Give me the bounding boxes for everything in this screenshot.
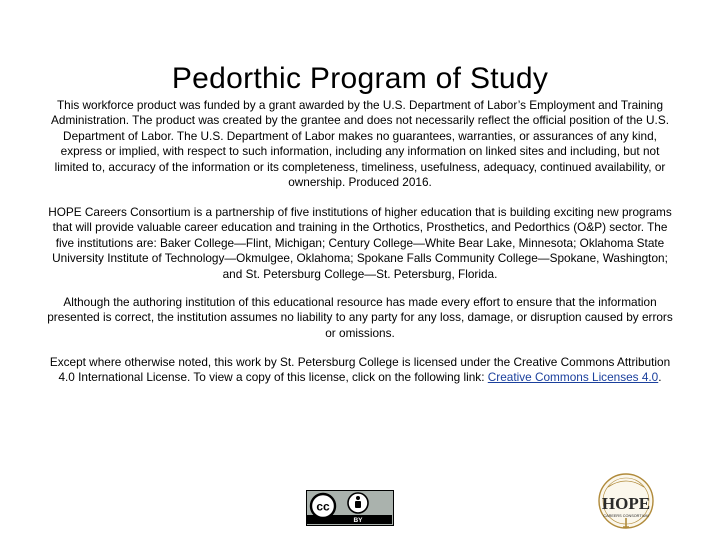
- cc-by-badge[interactable]: [306, 490, 394, 526]
- cc-text: cc: [316, 499, 330, 514]
- license-paragraph: [42, 355, 678, 386]
- license-text: Except where otherwise noted, this work by St. Petersburg College is licensed under the Creative Commons Attribution 4.0 International License. To view a copy of this license, click on the following link:: [49, 355, 671, 385]
- by-text: BY: [353, 517, 363, 524]
- cc-by-badge-graphic: [307, 491, 392, 524]
- logo-caption: CAREERS CONSORTIUM: [603, 514, 649, 518]
- consortium-paragraph: HOPE Careers Consortium is a partnership of five institutions of higher education that is building exciting new programs that will provide valuable career education and training in the Orthotics, Prosthetics, and Pedorthics (O&P) sector. The five institutions are: Baker College—Flint, Michigan; Century College—White Bear Lake, Minnesota; Oklahoma State University Institute of Technology—Okmulgee, Oklahoma; Spokane Falls Community College—Spokane, Washington; and St. Petersburg College—St. Petersburg, Florida.: [48, 205, 672, 281]
- creative-commons-link[interactable]: Creative Commons Licenses 4.0: [487, 370, 659, 385]
- hope-careers-consortium-logo: [594, 473, 658, 533]
- page-title: Pedorthic Program of Study: [171, 62, 549, 95]
- liability-paragraph: Although the authoring institution of this educational resource has made every effort to ensure that the information presented is correct, the institution assumes no liability to any party for any loss, damage, or disruption caused by errors or omissions.: [47, 295, 673, 340]
- license-end: .: [658, 370, 662, 385]
- hope-wordmark: HOPE: [601, 494, 651, 513]
- funding-disclaimer-paragraph: This workforce product was funded by a grant awarded by the U.S. Department of Labor’s Employment and Training Administration. The product was created by the grantee and does not necessarily reflect the official position of the U.S. Department of Labor. The U.S. Department of Labor makes no guarantees, warranties, or assurances of any kind, express or implied, with respect to such information, including any information on linked sites and including, but not limited to, accuracy of the information or its completeness, timeliness, usefulness, adequacy, continued availability, or ownership. Produced 2016.: [51, 98, 669, 190]
